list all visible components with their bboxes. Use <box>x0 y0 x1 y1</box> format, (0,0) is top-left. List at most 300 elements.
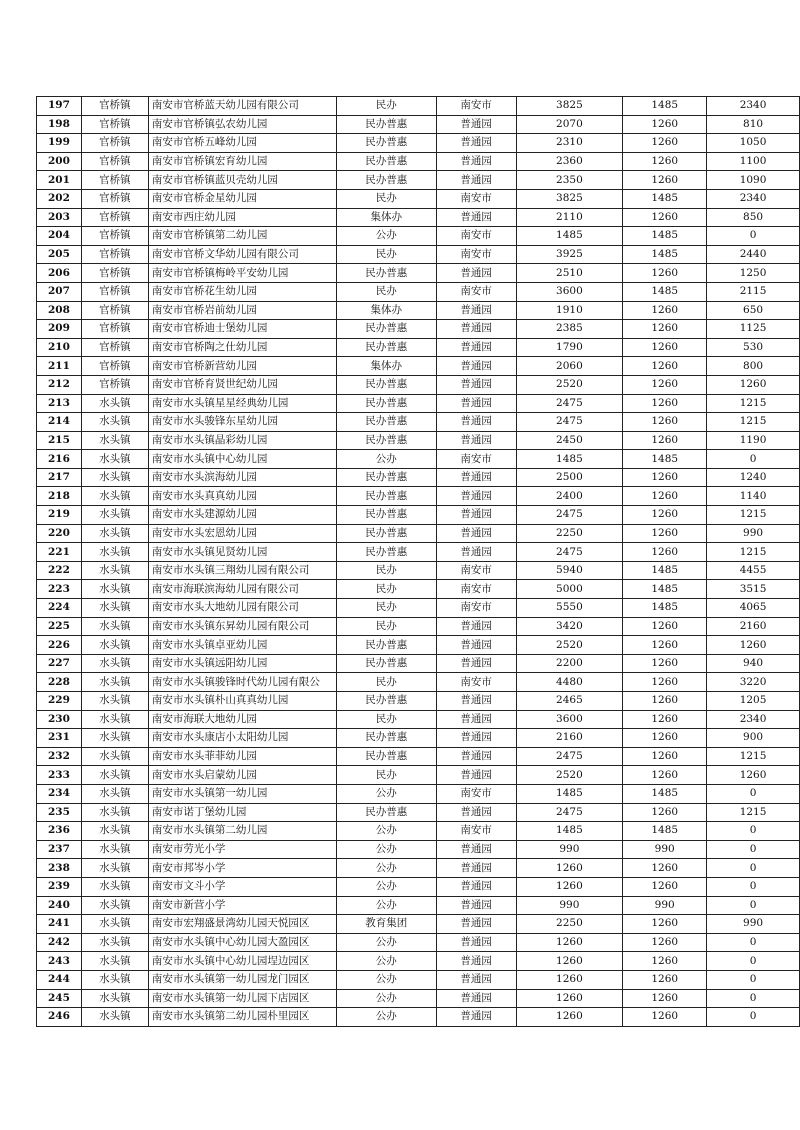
fee-total-cell: 3600 <box>516 710 623 729</box>
fee-difference-cell: 2115 <box>707 282 800 301</box>
table-row <box>37 729 800 748</box>
fee-difference-cell: 1215 <box>707 803 800 822</box>
ownership-type-cell: 民办普惠 <box>336 171 436 190</box>
table-row <box>37 375 800 394</box>
table-row <box>37 394 800 413</box>
fee-standard-cell: 1260 <box>623 208 707 227</box>
table-row <box>37 208 800 227</box>
grade-cell: 普通园 <box>436 729 516 748</box>
town-cell: 水头镇 <box>81 822 148 841</box>
fee-difference-cell: 0 <box>707 840 800 859</box>
fee-total-cell: 2250 <box>516 915 623 934</box>
ownership-type-cell: 教育集团 <box>336 915 436 934</box>
kindergarten-name-cell: 南安市劳光小学 <box>148 840 336 859</box>
fee-total-cell: 2450 <box>516 431 623 450</box>
ownership-type-cell: 民办普惠 <box>336 654 436 673</box>
kindergarten-name-cell: 南安市官桥蓝天幼儿园有限公司 <box>148 97 336 116</box>
fee-total-cell: 2520 <box>516 766 623 785</box>
kindergarten-name-cell: 南安市官桥镇梅岭平安幼儿园 <box>148 264 336 283</box>
grade-cell: 普通园 <box>436 766 516 785</box>
fee-total-cell: 2250 <box>516 524 623 543</box>
kindergarten-name-cell: 南安市水头滨海幼儿园 <box>148 468 336 487</box>
fee-standard-cell: 1260 <box>623 1008 707 1027</box>
fee-total-cell: 2360 <box>516 152 623 171</box>
fee-total-cell: 2475 <box>516 747 623 766</box>
ownership-type-cell: 民办普惠 <box>336 506 436 525</box>
fee-difference-cell: 1215 <box>707 506 800 525</box>
row-number: 216 <box>37 450 82 469</box>
fee-standard-cell: 1485 <box>623 599 707 618</box>
town-cell: 官桥镇 <box>81 134 148 153</box>
grade-cell: 普通园 <box>436 115 516 134</box>
kindergarten-name-cell: 南安市水头启蒙幼儿园 <box>148 766 336 785</box>
grade-cell: 南安市 <box>436 450 516 469</box>
fee-standard-cell: 1260 <box>623 729 707 748</box>
grade-cell: 普通园 <box>436 840 516 859</box>
row-number: 215 <box>37 431 82 450</box>
grade-cell: 普通园 <box>436 915 516 934</box>
town-cell: 水头镇 <box>81 692 148 711</box>
fee-difference-cell: 940 <box>707 654 800 673</box>
fee-standard-cell: 1260 <box>623 487 707 506</box>
fee-difference-cell: 900 <box>707 729 800 748</box>
ownership-type-cell: 公办 <box>336 989 436 1008</box>
grade-cell: 普通园 <box>436 301 516 320</box>
fee-difference-cell: 800 <box>707 357 800 376</box>
table-row <box>37 970 800 989</box>
grade-cell: 普通园 <box>436 747 516 766</box>
fee-total-cell: 1260 <box>516 970 623 989</box>
kindergarten-name-cell: 南安市水头镇中心幼儿园埕边园区 <box>148 952 336 971</box>
town-cell: 官桥镇 <box>81 375 148 394</box>
ownership-type-cell: 民办普惠 <box>336 487 436 506</box>
fee-total-cell: 1485 <box>516 784 623 803</box>
fee-total-cell: 5940 <box>516 561 623 580</box>
fee-total-cell: 2475 <box>516 803 623 822</box>
fee-standard-cell: 1260 <box>623 636 707 655</box>
ownership-type-cell: 公办 <box>336 840 436 859</box>
fee-difference-cell: 1215 <box>707 394 800 413</box>
table-row <box>37 952 800 971</box>
kindergarten-name-cell: 南安市水头镇第二幼儿园朴里园区 <box>148 1008 336 1027</box>
ownership-type-cell: 民办普惠 <box>336 636 436 655</box>
grade-cell: 普通园 <box>436 375 516 394</box>
grade-cell: 普通园 <box>436 320 516 339</box>
fee-standard-cell: 1485 <box>623 97 707 116</box>
fee-total-cell: 2385 <box>516 320 623 339</box>
row-number: 227 <box>37 654 82 673</box>
town-cell: 水头镇 <box>81 1008 148 1027</box>
table-row <box>37 803 800 822</box>
fee-standard-cell: 1260 <box>623 747 707 766</box>
fee-total-cell: 3825 <box>516 189 623 208</box>
ownership-type-cell: 集体办 <box>336 301 436 320</box>
fee-difference-cell: 2340 <box>707 97 800 116</box>
ownership-type-cell: 民办 <box>336 673 436 692</box>
table-row <box>37 227 800 246</box>
fee-total-cell: 1485 <box>516 450 623 469</box>
grade-cell: 普通园 <box>436 264 516 283</box>
kindergarten-name-cell: 南安市官桥镇宏育幼儿园 <box>148 152 336 171</box>
town-cell: 官桥镇 <box>81 338 148 357</box>
row-number: 245 <box>37 989 82 1008</box>
table-row <box>37 450 800 469</box>
table-row <box>37 468 800 487</box>
town-cell: 水头镇 <box>81 915 148 934</box>
fee-difference-cell: 1205 <box>707 692 800 711</box>
grade-cell: 普通园 <box>436 692 516 711</box>
grade-cell: 普通园 <box>436 208 516 227</box>
table-row <box>37 636 800 655</box>
table-row <box>37 915 800 934</box>
table-row <box>37 766 800 785</box>
grade-cell: 南安市 <box>436 561 516 580</box>
ownership-type-cell: 公办 <box>336 1008 436 1027</box>
grade-cell: 南安市 <box>436 673 516 692</box>
fee-standard-cell: 1260 <box>623 468 707 487</box>
town-cell: 官桥镇 <box>81 171 148 190</box>
kindergarten-name-cell: 南安市水头镇第一幼儿园下店园区 <box>148 989 336 1008</box>
fee-difference-cell: 1125 <box>707 320 800 339</box>
table-row <box>37 506 800 525</box>
town-cell: 水头镇 <box>81 617 148 636</box>
ownership-type-cell: 民办 <box>336 97 436 116</box>
fee-total-cell: 1485 <box>516 227 623 246</box>
fee-standard-cell: 1260 <box>623 524 707 543</box>
kindergarten-name-cell: 南安市水头镇第二幼儿园 <box>148 822 336 841</box>
kindergarten-name-cell: 南安市邦岑小学 <box>148 859 336 878</box>
row-number: 210 <box>37 338 82 357</box>
kindergarten-name-cell: 南安市海联滨海幼儿园有限公司 <box>148 580 336 599</box>
fee-standard-cell: 1260 <box>623 357 707 376</box>
fee-difference-cell: 1190 <box>707 431 800 450</box>
fee-total-cell: 1260 <box>516 1008 623 1027</box>
town-cell: 官桥镇 <box>81 245 148 264</box>
kindergarten-name-cell: 南安市水头镇中心幼儿园 <box>148 450 336 469</box>
table-row <box>37 301 800 320</box>
grade-cell: 普通园 <box>436 933 516 952</box>
kindergarten-name-cell: 南安市水头镇见贤幼儿园 <box>148 543 336 562</box>
grade-cell: 南安市 <box>436 282 516 301</box>
kindergarten-name-cell: 南安市水头真真幼儿园 <box>148 487 336 506</box>
table-row <box>37 320 800 339</box>
fee-total-cell: 3600 <box>516 282 623 301</box>
fee-difference-cell: 4455 <box>707 561 800 580</box>
row-number: 206 <box>37 264 82 283</box>
row-number: 203 <box>37 208 82 227</box>
town-cell: 水头镇 <box>81 989 148 1008</box>
table-row <box>37 171 800 190</box>
grade-cell: 普通园 <box>436 654 516 673</box>
ownership-type-cell: 民办 <box>336 561 436 580</box>
kindergarten-name-cell: 南安市官桥育贤世纪幼儿园 <box>148 375 336 394</box>
table-row <box>37 673 800 692</box>
grade-cell: 南安市 <box>436 245 516 264</box>
fee-total-cell: 1260 <box>516 952 623 971</box>
table-row <box>37 859 800 878</box>
fee-total-cell: 3825 <box>516 97 623 116</box>
town-cell: 水头镇 <box>81 933 148 952</box>
grade-cell: 普通园 <box>436 1008 516 1027</box>
grade-cell: 普通园 <box>436 506 516 525</box>
kindergarten-name-cell: 南安市官桥镇弘农幼儿园 <box>148 115 336 134</box>
row-number: 243 <box>37 952 82 971</box>
fee-difference-cell: 850 <box>707 208 800 227</box>
table-row <box>37 543 800 562</box>
town-cell: 官桥镇 <box>81 264 148 283</box>
table-row <box>37 896 800 915</box>
grade-cell: 普通园 <box>436 989 516 1008</box>
fee-table <box>36 96 800 1027</box>
kindergarten-name-cell: 南安市水头镇第一幼儿园龙门园区 <box>148 970 336 989</box>
row-number: 244 <box>37 970 82 989</box>
fee-total-cell: 2475 <box>516 543 623 562</box>
table-row <box>37 933 800 952</box>
town-cell: 水头镇 <box>81 394 148 413</box>
fee-difference-cell: 2340 <box>707 189 800 208</box>
fee-difference-cell: 530 <box>707 338 800 357</box>
fee-total-cell: 1260 <box>516 989 623 1008</box>
table-row <box>37 115 800 134</box>
kindergarten-name-cell: 南安市官桥五峰幼儿园 <box>148 134 336 153</box>
grade-cell: 南安市 <box>436 822 516 841</box>
fee-standard-cell: 1260 <box>623 301 707 320</box>
row-number: 234 <box>37 784 82 803</box>
town-cell: 水头镇 <box>81 952 148 971</box>
row-number: 200 <box>37 152 82 171</box>
town-cell: 水头镇 <box>81 413 148 432</box>
fee-total-cell: 1260 <box>516 877 623 896</box>
ownership-type-cell: 民办普惠 <box>336 375 436 394</box>
town-cell: 水头镇 <box>81 859 148 878</box>
fee-difference-cell: 650 <box>707 301 800 320</box>
kindergarten-name-cell: 南安市官桥金星幼儿园 <box>148 189 336 208</box>
kindergarten-name-cell: 南安市西庄幼儿园 <box>148 208 336 227</box>
fee-total-cell: 2070 <box>516 115 623 134</box>
fee-standard-cell: 1485 <box>623 227 707 246</box>
fee-difference-cell: 0 <box>707 877 800 896</box>
fee-total-cell: 5550 <box>516 599 623 618</box>
fee-total-cell: 2060 <box>516 357 623 376</box>
kindergarten-name-cell: 南安市水头镇星星经典幼儿园 <box>148 394 336 413</box>
ownership-type-cell: 集体办 <box>336 208 436 227</box>
fee-standard-cell: 1485 <box>623 580 707 599</box>
fee-standard-cell: 1260 <box>623 320 707 339</box>
grade-cell: 普通园 <box>436 617 516 636</box>
fee-total-cell: 1260 <box>516 859 623 878</box>
ownership-type-cell: 民办 <box>336 245 436 264</box>
fee-total-cell: 3925 <box>516 245 623 264</box>
table-row <box>37 580 800 599</box>
row-number: 202 <box>37 189 82 208</box>
town-cell: 官桥镇 <box>81 301 148 320</box>
town-cell: 官桥镇 <box>81 282 148 301</box>
fee-difference-cell: 1100 <box>707 152 800 171</box>
ownership-type-cell: 民办 <box>336 580 436 599</box>
fee-standard-cell: 1260 <box>623 933 707 952</box>
fee-standard-cell: 1260 <box>623 915 707 934</box>
grade-cell: 普通园 <box>436 152 516 171</box>
fee-standard-cell: 1485 <box>623 822 707 841</box>
kindergarten-name-cell: 南安市官桥花生幼儿园 <box>148 282 336 301</box>
fee-difference-cell: 2340 <box>707 710 800 729</box>
kindergarten-name-cell: 南安市水头菲菲幼儿园 <box>148 747 336 766</box>
row-number: 211 <box>37 357 82 376</box>
grade-cell: 普通园 <box>436 338 516 357</box>
ownership-type-cell: 民办普惠 <box>336 692 436 711</box>
fee-standard-cell: 1260 <box>623 543 707 562</box>
fee-standard-cell: 1260 <box>623 115 707 134</box>
fee-standard-cell: 1260 <box>623 803 707 822</box>
town-cell: 官桥镇 <box>81 189 148 208</box>
fee-total-cell: 1260 <box>516 933 623 952</box>
fee-total-cell: 2110 <box>516 208 623 227</box>
grade-cell: 普通园 <box>436 487 516 506</box>
fee-difference-cell: 990 <box>707 915 800 934</box>
town-cell: 水头镇 <box>81 468 148 487</box>
kindergarten-name-cell: 南安市官桥迪士堡幼儿园 <box>148 320 336 339</box>
table-row <box>37 654 800 673</box>
kindergarten-name-cell: 南安市水头宏恩幼儿园 <box>148 524 336 543</box>
town-cell: 官桥镇 <box>81 208 148 227</box>
grade-cell: 普通园 <box>436 524 516 543</box>
table-row <box>37 599 800 618</box>
kindergarten-name-cell: 南安市官桥陶之仕幼儿园 <box>148 338 336 357</box>
table-row <box>37 189 800 208</box>
row-number: 233 <box>37 766 82 785</box>
grade-cell: 南安市 <box>436 227 516 246</box>
ownership-type-cell: 公办 <box>336 896 436 915</box>
row-number: 241 <box>37 915 82 934</box>
kindergarten-name-cell: 南安市海联大地幼儿园 <box>148 710 336 729</box>
ownership-type-cell: 公办 <box>336 822 436 841</box>
town-cell: 水头镇 <box>81 710 148 729</box>
grade-cell: 普通园 <box>436 803 516 822</box>
ownership-type-cell: 民办普惠 <box>336 134 436 153</box>
fee-standard-cell: 1260 <box>623 970 707 989</box>
town-cell: 水头镇 <box>81 636 148 655</box>
fee-standard-cell: 1485 <box>623 561 707 580</box>
grade-cell: 普通园 <box>436 543 516 562</box>
kindergarten-name-cell: 南安市水头镇晶彩幼儿园 <box>148 431 336 450</box>
ownership-type-cell: 民办普惠 <box>336 338 436 357</box>
table-row <box>37 245 800 264</box>
table-row <box>37 431 800 450</box>
fee-standard-cell: 1260 <box>623 859 707 878</box>
ownership-type-cell: 民办 <box>336 282 436 301</box>
fee-difference-cell: 1050 <box>707 134 800 153</box>
grade-cell: 南安市 <box>436 97 516 116</box>
town-cell: 官桥镇 <box>81 115 148 134</box>
ownership-type-cell: 公办 <box>336 227 436 246</box>
fee-difference-cell: 0 <box>707 989 800 1008</box>
kindergarten-name-cell: 南安市文斗小学 <box>148 877 336 896</box>
fee-total-cell: 2500 <box>516 468 623 487</box>
fee-standard-cell: 1260 <box>623 134 707 153</box>
table-row <box>37 877 800 896</box>
fee-difference-cell: 1090 <box>707 171 800 190</box>
grade-cell: 普通园 <box>436 710 516 729</box>
row-number: 220 <box>37 524 82 543</box>
table-row <box>37 710 800 729</box>
fee-standard-cell: 1260 <box>623 710 707 729</box>
fee-standard-cell: 1485 <box>623 282 707 301</box>
ownership-type-cell: 民办普惠 <box>336 747 436 766</box>
kindergarten-name-cell: 南安市水头镇东昇幼儿园有限公司 <box>148 617 336 636</box>
row-number: 246 <box>37 1008 82 1027</box>
table-row <box>37 338 800 357</box>
grade-cell: 普通园 <box>436 413 516 432</box>
kindergarten-name-cell: 南安市官桥镇蓝贝壳幼儿园 <box>148 171 336 190</box>
ownership-type-cell: 公办 <box>336 970 436 989</box>
table-row <box>37 134 800 153</box>
fee-difference-cell: 1215 <box>707 747 800 766</box>
table-row <box>37 413 800 432</box>
fee-difference-cell: 0 <box>707 822 800 841</box>
ownership-type-cell: 民办 <box>336 617 436 636</box>
ownership-type-cell: 民办普惠 <box>336 394 436 413</box>
grade-cell: 普通园 <box>436 468 516 487</box>
fee-total-cell: 990 <box>516 896 623 915</box>
fee-difference-cell: 1140 <box>707 487 800 506</box>
ownership-type-cell: 民办普惠 <box>336 524 436 543</box>
ownership-type-cell: 民办 <box>336 710 436 729</box>
row-number: 230 <box>37 710 82 729</box>
row-number: 213 <box>37 394 82 413</box>
table-row <box>37 524 800 543</box>
fee-standard-cell: 1260 <box>623 264 707 283</box>
fee-total-cell: 2510 <box>516 264 623 283</box>
fee-difference-cell: 1215 <box>707 543 800 562</box>
town-cell: 官桥镇 <box>81 152 148 171</box>
kindergarten-name-cell: 南安市水头骏锋东星幼儿园 <box>148 413 336 432</box>
fee-total-cell: 2475 <box>516 394 623 413</box>
table-row <box>37 264 800 283</box>
table-row <box>37 487 800 506</box>
fee-standard-cell: 1260 <box>623 506 707 525</box>
kindergarten-name-cell: 南安市新营小学 <box>148 896 336 915</box>
town-cell: 水头镇 <box>81 561 148 580</box>
table-row <box>37 1008 800 1027</box>
fee-total-cell: 2200 <box>516 654 623 673</box>
fee-difference-cell: 0 <box>707 970 800 989</box>
fee-standard-cell: 1260 <box>623 394 707 413</box>
kindergarten-name-cell: 南安市官桥新营幼儿园 <box>148 357 336 376</box>
ownership-type-cell: 民办 <box>336 766 436 785</box>
fee-standard-cell: 1260 <box>623 431 707 450</box>
grade-cell: 南安市 <box>436 580 516 599</box>
kindergarten-name-cell: 南安市水头大地幼儿园有限公司 <box>148 599 336 618</box>
fee-standard-cell: 1260 <box>623 171 707 190</box>
town-cell: 水头镇 <box>81 803 148 822</box>
table-row <box>37 152 800 171</box>
fee-difference-cell: 810 <box>707 115 800 134</box>
fee-standard-cell: 1260 <box>623 338 707 357</box>
kindergarten-name-cell: 南安市宏翔盛景湾幼儿园天悦园区 <box>148 915 336 934</box>
row-number: 204 <box>37 227 82 246</box>
ownership-type-cell: 民办普惠 <box>336 468 436 487</box>
row-number: 205 <box>37 245 82 264</box>
row-number: 199 <box>37 134 82 153</box>
town-cell: 水头镇 <box>81 673 148 692</box>
table-row <box>37 784 800 803</box>
table-row <box>37 561 800 580</box>
fee-total-cell: 2160 <box>516 729 623 748</box>
ownership-type-cell: 公办 <box>336 784 436 803</box>
row-number: 236 <box>37 822 82 841</box>
fee-standard-cell: 1485 <box>623 450 707 469</box>
grade-cell: 南安市 <box>436 599 516 618</box>
